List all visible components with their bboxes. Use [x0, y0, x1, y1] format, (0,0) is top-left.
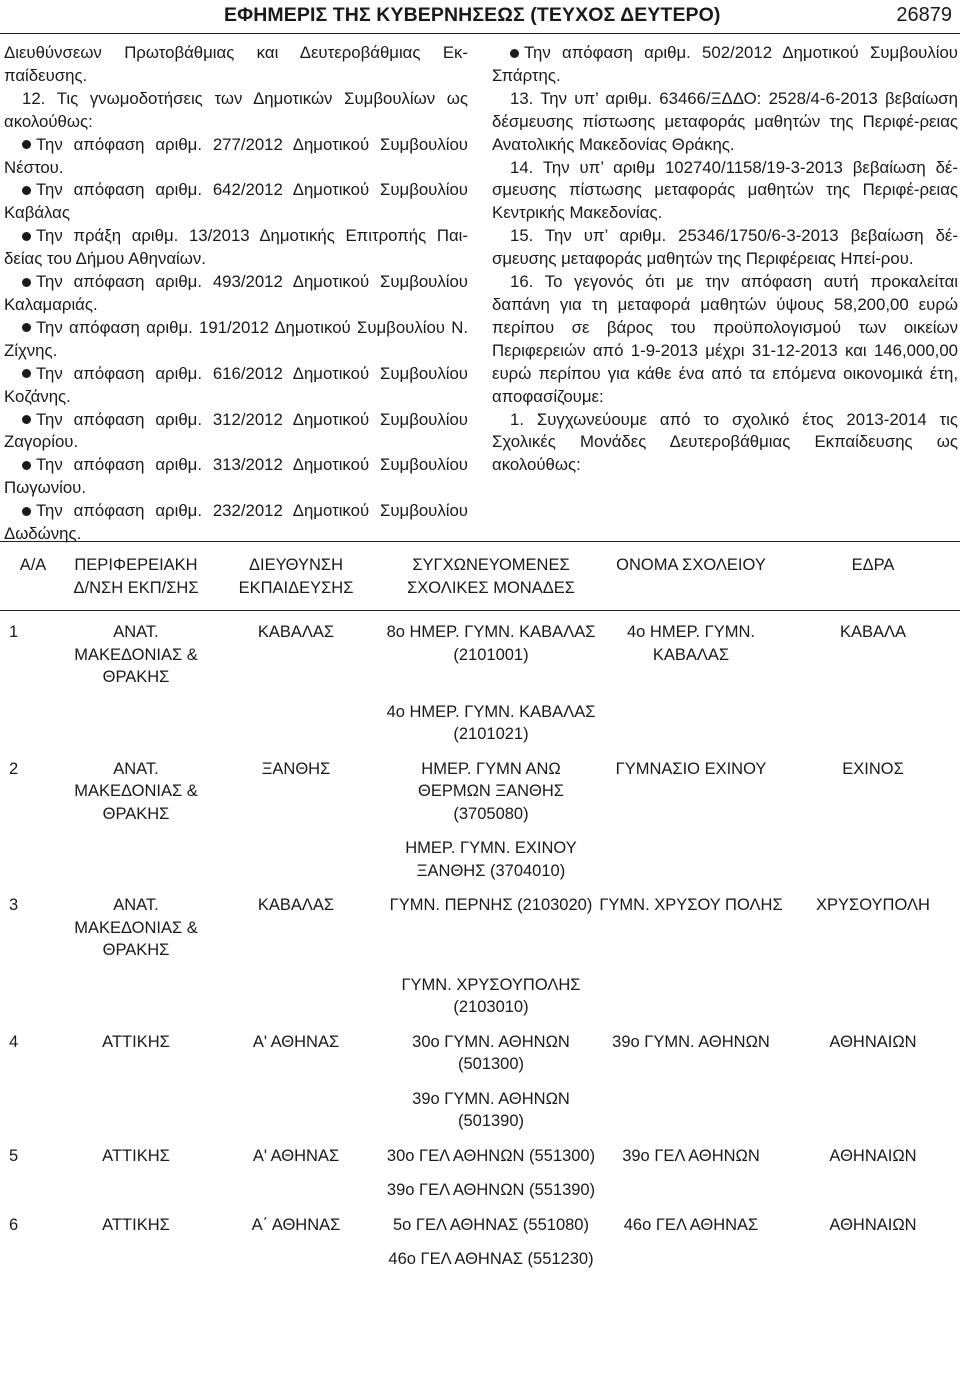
cell-aa: 5	[9, 1146, 19, 1165]
page-header	[0, 0, 960, 34]
bullet-item: Την απόφαση αριθμ. 232/2012 Δημοτικού Συμβουλίου Δωδώνης.	[4, 501, 468, 544]
bullet-item: Την απόφαση αριθμ. 312/2012 Δημοτικού Συμβουλίου Ζαγορίου.	[4, 409, 468, 452]
table-row	[0, 611, 960, 689]
cell-seat: ΑΘΗΝΑΙΩΝ	[829, 1146, 917, 1165]
bullet-icon	[22, 507, 31, 516]
cell-merged-school: 46ο ΓΕΛ ΑΘΗΝΑΣ (551230)	[388, 1250, 594, 1268]
cell-school-name: ΓΥΜΝΑΣΙΟ ΕΧΙΝΟΥ	[615, 759, 767, 778]
table-row	[0, 1076, 960, 1133]
bullet-icon	[22, 415, 31, 424]
cell-aa: 2	[9, 759, 19, 778]
cell-school-name: ΓΥΜΝ. ΧΡΥΣΟΥ ΠΟΛΗΣ	[599, 896, 783, 914]
bullet-icon	[510, 49, 519, 58]
left-text-column	[4, 42, 468, 546]
table-row	[0, 1167, 960, 1202]
bullet-item: Την πράξη αριθμ. 13/2013 Δημοτικής Επιτροπής Παι-δείας του Δήμου Αθηναίων.	[4, 226, 468, 269]
paragraph-item-16: 16. Το γεγονός ότι με την απόφαση αυτή προκαλείται δαπάνη για τη μεταφορά μαθητών ύψους 58,200,00 ευρώ περίπου σε βάρος του προϋπολογισμού των οικείων Περιφερειών από 1-9-2013 μέχρι 31-12-2013 και 146,000,00 ευρώ περίπου για κάθε ένα από τα επόμενα οικονομικά έτη, αποφασίζουμε:	[492, 272, 958, 406]
cell-region: ΑΤΤΙΚΗΣ	[102, 1032, 170, 1051]
cell-merged-school: 5ο ΓΕΛ ΑΘΗΝΑΣ (551080)	[393, 1215, 589, 1234]
cell-seat: ΑΘΗΝΑΙΩΝ	[829, 1032, 917, 1051]
cell-directorate: Α' ΑΘΗΝΑΣ	[252, 1032, 340, 1051]
bullet-item: Την απόφαση αριθμ. 313/2012 Δημοτικού Συμβουλίου Πωγωνίου.	[4, 455, 468, 498]
col-header-directorate: ΔΙΕΥΘΥΝΣΗ ΕΚΠΑΙΔΕΥΣΗΣ	[206, 542, 386, 611]
paragraph-item-15: 15. Την υπ’ αριθμ. 25346/1750/6-3-2013 βεβαίωση δέ-σμευσης μεταφοράς μαθητών της Περιφέρειας Ηπεί-ρου.	[492, 226, 958, 269]
cell-seat: ΑΘΗΝΑΙΩΝ	[829, 1215, 917, 1234]
bullet-item: Την απόφαση αριθμ. 642/2012 Δημοτικού Συμβουλίου Καβάλας	[4, 180, 468, 223]
col-header-merged-schools: ΣΥΓΧΩΝΕΥΟΜΕΝΕΣ ΣΧΟΛΙΚΕΣ ΜΟΝΑΔΕΣ	[386, 542, 596, 611]
table-row	[0, 882, 960, 962]
cell-school-name: 39ο ΓΥΜΝ. ΑΘΗΝΩΝ	[612, 1032, 770, 1051]
cell-directorate: Α΄ ΑΘΗΝΑΣ	[251, 1215, 341, 1234]
bullet-icon	[22, 140, 31, 149]
cell-directorate: ΞΑΝΘΗΣ	[261, 759, 331, 778]
table-row	[0, 689, 960, 746]
bullet-icon	[22, 323, 31, 332]
bullet-item: Την απόφαση αριθμ. 493/2012 Δημοτικού Συμβουλίου Καλαμαριάς.	[4, 272, 468, 314]
gazette-title: ΕΦΗΜΕΡΙΣ ΤΗΣ ΚΥΒΕΡΝΗΣΕΩΣ (ΤΕΥΧΟΣ ΔΕΥΤΕΡΟ)	[224, 4, 721, 26]
cell-seat: ΕΧΙΝΟΣ	[842, 759, 904, 778]
bullet-icon	[22, 186, 31, 195]
cell-region: ΑΝΑΤ. ΜΑΚΕΔΟΝΙΑΣ & ΘΡΑΚΗΣ	[74, 623, 198, 686]
cell-aa: 6	[9, 1215, 19, 1234]
paragraph-item-14: 14. Την υπ’ αριθμ 102740/1158/19-3-2013 βεβαίωση δέ-σμευσης πίστωσης μεταφοράς μαθητών της Περιφέ-ρειας Κεντρικής Μακεδονίας.	[492, 157, 958, 223]
decision-paragraph: 1. Συγχωνεύουμε από το σχολικό έτος 2013-2014 τις Σχολικές Μονάδες Δευτεροβάθμιας Εκπαίδευσης ως ακολούθως:	[492, 409, 958, 475]
cell-directorate: ΚΑΒΑΛΑΣ	[257, 896, 335, 914]
cell-seat: ΚΑΒΑΛΑ	[839, 623, 907, 641]
bullet-icon	[22, 369, 31, 378]
bullet-icon	[22, 232, 31, 241]
table-row	[0, 1236, 960, 1271]
cell-merged-school: 39ο ΓΥΜΝ. ΑΘΗΝΩΝ (501390)	[412, 1089, 570, 1130]
cell-school-name: 39ο ΓΕΛ ΑΘΗΝΩΝ	[622, 1146, 760, 1165]
cell-aa: 4	[9, 1032, 19, 1051]
cell-seat: ΧΡΥΣΟΥΠΟΛΗ	[816, 896, 930, 914]
cell-aa: 1	[9, 623, 19, 641]
cell-school-name: 4ο ΗΜΕΡ. ΓΥΜΝ. ΚΑΒΑΛΑΣ	[626, 623, 755, 664]
table-row	[0, 825, 960, 882]
cell-region: ΑΝΑΤ. ΜΑΚΕΔΟΝΙΑΣ & ΘΡΑΚΗΣ	[74, 759, 198, 823]
col-header-seat: ΕΔΡΑ	[786, 542, 960, 611]
bullet-icon	[22, 461, 31, 470]
col-header-region: ΠΕΡΙΦΕΡΕΙΑΚΗ Δ/ΝΣΗ ΕΚΠ/ΣΗΣ	[66, 542, 206, 611]
cell-merged-school: ΓΥΜΝ. ΠΕΡΝΗΣ (2103020)	[389, 896, 593, 914]
cell-merged-school: 8ο ΗΜΕΡ. ΓΥΜΝ. ΚΑΒΑΛΑΣ (2101001)	[386, 623, 596, 664]
paragraph-item-12: 12. Τις γνωμοδοτήσεις των Δημοτικών Συμβουλίων ως ακολούθως:	[4, 88, 468, 131]
col-header-school-name: ΟΝΟΜΑ ΣΧΟΛΕΙΟΥ	[596, 542, 786, 611]
cell-merged-school: ΓΥΜΝ. ΧΡΥΣΟΥΠΟΛΗΣ (2103010)	[401, 975, 581, 1016]
table-row	[0, 1202, 960, 1237]
bullet-item: Την απόφαση αριθμ. 616/2012 Δημοτικού Συμβουλίου Κοζάνης.	[4, 363, 468, 406]
cell-merged-school: 30ο ΓΥΜΝ. ΑΘΗΝΩΝ (501300)	[412, 1032, 570, 1073]
header-divider	[0, 33, 960, 34]
cell-merged-school: 30ο ΓΕΛ ΑΘΗΝΩΝ (551300)	[386, 1146, 596, 1165]
cell-merged-school: 39ο ΓΕΛ ΑΘΗΝΩΝ (551390)	[386, 1181, 596, 1199]
table-header-row	[0, 542, 960, 611]
cell-merged-school: ΗΜΕΡ. ΓΥΜΝ ΑΝΩ ΘΕΡΜΩΝ ΞΑΝΘΗΣ (3705080)	[417, 759, 565, 823]
table-row	[0, 1133, 960, 1168]
cell-merged-school: ΗΜΕΡ. ΓΥΜΝ. ΕΧΙΝΟΥ ΞΑΝΘΗΣ (3704010)	[405, 839, 577, 880]
cell-region: ΑΝΑΤ. ΜΑΚΕΔΟΝΙΑΣ & ΘΡΑΚΗΣ	[74, 896, 198, 959]
bullet-item: Την απόφαση αριθμ. 502/2012 Δημοτικού Συμβουλίου Σπάρτης.	[492, 43, 958, 85]
cell-school-name: 46ο ΓΕΛ ΑΘΗΝΑΣ	[623, 1215, 759, 1234]
cell-directorate: ΚΑΒΑΛΑΣ	[257, 623, 335, 641]
table-row	[0, 746, 960, 826]
bullet-item: Την απόφαση αριθμ. 277/2012 Δημοτικού Συμβουλίου Νέστου.	[4, 134, 468, 177]
col-header-aa: Α/Α	[0, 542, 66, 611]
cell-region: ΑΤΤΙΚΗΣ	[102, 1146, 170, 1165]
paragraph: Διευθύνσεων Πρωτοβάθμιας και Δευτεροβάθμιας Εκ-παίδευσης.	[4, 43, 468, 85]
page-number: 26879	[896, 4, 952, 26]
right-text-column	[492, 42, 958, 477]
paragraph-item-13: 13. Την υπ’ αριθμ. 63466/ΞΔΔΟ: 2528/4-6-2013 βεβαίωση δέσμευσης πίστωσης μεταφοράς μαθητών της Περιφέ-ρειας Ανατολικής Μακεδονίας Θράκης.	[492, 88, 958, 154]
table-row	[0, 962, 960, 1019]
cell-region: ΑΤΤΙΚΗΣ	[102, 1215, 170, 1234]
table-row	[0, 1019, 960, 1076]
bullet-icon	[22, 278, 31, 287]
school-merger-table	[0, 541, 960, 1271]
bullet-item: Την απόφαση αριθμ. 191/2012 Δημοτικού Συμβουλίου Ν. Ζίχνης.	[4, 317, 468, 360]
cell-merged-school: 4ο ΗΜΕΡ. ΓΥΜΝ. ΚΑΒΑΛΑΣ (2101021)	[386, 702, 596, 743]
cell-directorate: Α' ΑΘΗΝΑΣ	[252, 1146, 340, 1165]
cell-aa: 3	[9, 896, 19, 914]
